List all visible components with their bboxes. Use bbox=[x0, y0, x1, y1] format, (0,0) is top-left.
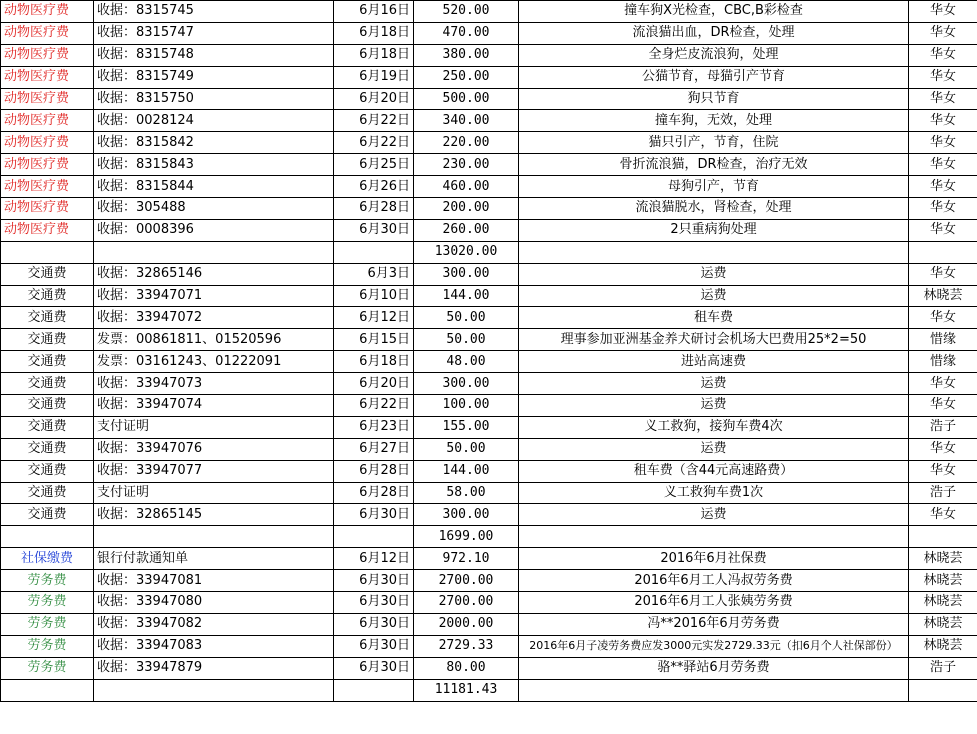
subtotal-row bbox=[1, 679, 977, 701]
category-cell[interactable]: 交通费 bbox=[1, 438, 94, 460]
subtotal-amount-cell[interactable]: 1699.00 bbox=[414, 526, 519, 548]
table-row bbox=[1, 416, 977, 438]
category-cell[interactable]: 动物医疗费 bbox=[1, 110, 94, 132]
date-cell[interactable]: 6月28日 bbox=[334, 482, 414, 504]
document-cell[interactable]: 收据：33947082 bbox=[94, 613, 334, 635]
description-cell[interactable]: 义工救狗车费1次 bbox=[519, 482, 909, 504]
table-row bbox=[1, 154, 977, 176]
category-cell[interactable]: 交通费 bbox=[1, 351, 94, 373]
person-cell[interactable]: 华女 bbox=[909, 395, 977, 417]
date-cell[interactable] bbox=[334, 526, 414, 548]
table-row bbox=[1, 110, 977, 132]
table-row bbox=[1, 460, 977, 482]
person-cell[interactable]: 浩子 bbox=[909, 416, 977, 438]
table-row bbox=[1, 132, 977, 154]
table-row bbox=[1, 482, 977, 504]
person-cell[interactable]: 惜缘 bbox=[909, 329, 977, 351]
table-row bbox=[1, 263, 977, 285]
document-cell[interactable]: 收据：8315843 bbox=[94, 154, 334, 176]
person-cell[interactable] bbox=[909, 241, 977, 263]
date-cell[interactable]: 6月18日 bbox=[334, 22, 414, 44]
amount-cell[interactable]: 460.00 bbox=[414, 176, 519, 198]
subtotal-row bbox=[1, 526, 977, 548]
category-cell[interactable]: 社保缴费 bbox=[1, 548, 94, 570]
amount-cell[interactable]: 380.00 bbox=[414, 44, 519, 66]
document-cell[interactable]: 收据：33947071 bbox=[94, 285, 334, 307]
amount-cell[interactable]: 220.00 bbox=[414, 132, 519, 154]
amount-cell[interactable]: 2700.00 bbox=[414, 570, 519, 592]
table-row bbox=[1, 635, 977, 657]
table-row bbox=[1, 22, 977, 44]
person-cell[interactable]: 林晓芸 bbox=[909, 592, 977, 614]
document-cell[interactable]: 收据：32865146 bbox=[94, 263, 334, 285]
table-row bbox=[1, 329, 977, 351]
category-cell[interactable]: 动物医疗费 bbox=[1, 88, 94, 110]
description-cell[interactable]: 2只重病狗处理 bbox=[519, 219, 909, 241]
document-cell[interactable] bbox=[94, 241, 334, 263]
date-cell[interactable]: 6月19日 bbox=[334, 66, 414, 88]
person-cell[interactable]: 华女 bbox=[909, 176, 977, 198]
date-cell[interactable]: 6月20日 bbox=[334, 373, 414, 395]
amount-cell[interactable]: 155.00 bbox=[414, 416, 519, 438]
table-row bbox=[1, 66, 977, 88]
date-cell[interactable]: 6月3日 bbox=[334, 263, 414, 285]
amount-cell[interactable]: 300.00 bbox=[414, 373, 519, 395]
date-cell[interactable]: 6月15日 bbox=[334, 329, 414, 351]
amount-cell[interactable]: 144.00 bbox=[414, 460, 519, 482]
document-cell[interactable]: 发票：03161243、01222091 bbox=[94, 351, 334, 373]
document-cell[interactable]: 收据：8315748 bbox=[94, 44, 334, 66]
amount-cell[interactable]: 144.00 bbox=[414, 285, 519, 307]
description-cell[interactable]: 租车费 bbox=[519, 307, 909, 329]
description-cell[interactable] bbox=[519, 526, 909, 548]
description-cell[interactable]: 进站高速费 bbox=[519, 351, 909, 373]
document-cell[interactable]: 收据：8315844 bbox=[94, 176, 334, 198]
category-cell[interactable]: 交通费 bbox=[1, 482, 94, 504]
person-cell[interactable]: 华女 bbox=[909, 460, 977, 482]
description-cell[interactable]: 撞车狗，无效，处理 bbox=[519, 110, 909, 132]
amount-cell[interactable]: 200.00 bbox=[414, 198, 519, 220]
category-cell[interactable]: 交通费 bbox=[1, 329, 94, 351]
date-cell[interactable]: 6月30日 bbox=[334, 635, 414, 657]
subtotal-row bbox=[1, 241, 977, 263]
subtotal-amount-cell[interactable]: 11181.43 bbox=[414, 679, 519, 701]
category-cell[interactable]: 交通费 bbox=[1, 307, 94, 329]
amount-cell[interactable]: 2700.00 bbox=[414, 592, 519, 614]
person-cell[interactable]: 华女 bbox=[909, 110, 977, 132]
table-row bbox=[1, 373, 977, 395]
date-cell[interactable]: 6月30日 bbox=[334, 592, 414, 614]
table-row bbox=[1, 44, 977, 66]
description-cell[interactable]: 2016年6月工人张姨劳务费 bbox=[519, 592, 909, 614]
document-cell[interactable]: 收据：33947077 bbox=[94, 460, 334, 482]
document-cell[interactable]: 支付证明 bbox=[94, 416, 334, 438]
amount-cell[interactable]: 300.00 bbox=[414, 504, 519, 526]
table-row bbox=[1, 219, 977, 241]
person-cell[interactable]: 林晓芸 bbox=[909, 570, 977, 592]
date-cell[interactable]: 6月20日 bbox=[334, 88, 414, 110]
document-cell[interactable]: 收据：32865145 bbox=[94, 504, 334, 526]
document-cell[interactable]: 收据：33947879 bbox=[94, 657, 334, 679]
document-cell[interactable]: 发票：00861811、01520596 bbox=[94, 329, 334, 351]
table-row bbox=[1, 570, 977, 592]
description-cell[interactable]: 母狗引产，节育 bbox=[519, 176, 909, 198]
description-cell[interactable]: 2016年6月社保费 bbox=[519, 548, 909, 570]
amount-cell[interactable]: 2000.00 bbox=[414, 613, 519, 635]
category-cell[interactable]: 劳务费 bbox=[1, 613, 94, 635]
description-cell[interactable]: 运费 bbox=[519, 438, 909, 460]
description-cell[interactable]: 猫只引产，节育，住院 bbox=[519, 132, 909, 154]
table-row bbox=[1, 548, 977, 570]
table-row bbox=[1, 438, 977, 460]
table-row bbox=[1, 88, 977, 110]
category-cell[interactable]: 劳务费 bbox=[1, 657, 94, 679]
person-cell[interactable] bbox=[909, 526, 977, 548]
date-cell[interactable] bbox=[334, 679, 414, 701]
category-cell[interactable]: 交通费 bbox=[1, 285, 94, 307]
description-cell[interactable]: 狗只节育 bbox=[519, 88, 909, 110]
table-row bbox=[1, 504, 977, 526]
person-cell[interactable]: 林晓芸 bbox=[909, 548, 977, 570]
amount-cell[interactable]: 58.00 bbox=[414, 482, 519, 504]
person-cell[interactable]: 华女 bbox=[909, 373, 977, 395]
date-cell[interactable]: 6月28日 bbox=[334, 460, 414, 482]
category-cell[interactable]: 动物医疗费 bbox=[1, 44, 94, 66]
document-cell[interactable]: 收据：305488 bbox=[94, 198, 334, 220]
category-cell[interactable]: 动物医疗费 bbox=[1, 22, 94, 44]
table-row bbox=[1, 1, 977, 23]
document-cell[interactable]: 收据：8315745 bbox=[94, 1, 334, 23]
category-cell[interactable]: 动物医疗费 bbox=[1, 219, 94, 241]
description-cell[interactable]: 2016年6月子凌劳务费应发3000元实发2729.33元（扣6月个人社保部份） bbox=[519, 635, 909, 657]
person-cell[interactable]: 华女 bbox=[909, 219, 977, 241]
amount-cell[interactable]: 300.00 bbox=[414, 263, 519, 285]
description-cell[interactable]: 运费 bbox=[519, 263, 909, 285]
amount-cell[interactable]: 50.00 bbox=[414, 329, 519, 351]
document-cell[interactable]: 收据：8315747 bbox=[94, 22, 334, 44]
amount-cell[interactable]: 340.00 bbox=[414, 110, 519, 132]
amount-cell[interactable]: 972.10 bbox=[414, 548, 519, 570]
person-cell[interactable]: 华女 bbox=[909, 504, 977, 526]
table-row bbox=[1, 395, 977, 417]
description-cell[interactable] bbox=[519, 241, 909, 263]
category-cell[interactable] bbox=[1, 526, 94, 548]
person-cell[interactable]: 华女 bbox=[909, 66, 977, 88]
person-cell[interactable]: 华女 bbox=[909, 1, 977, 23]
description-cell[interactable]: 运费 bbox=[519, 285, 909, 307]
document-cell[interactable]: 收据：0028124 bbox=[94, 110, 334, 132]
category-cell[interactable] bbox=[1, 241, 94, 263]
date-cell[interactable]: 6月22日 bbox=[334, 110, 414, 132]
person-cell[interactable]: 浩子 bbox=[909, 482, 977, 504]
category-cell[interactable]: 劳务费 bbox=[1, 592, 94, 614]
category-cell[interactable]: 动物医疗费 bbox=[1, 176, 94, 198]
person-cell[interactable]: 华女 bbox=[909, 154, 977, 176]
person-cell[interactable]: 华女 bbox=[909, 44, 977, 66]
amount-cell[interactable]: 50.00 bbox=[414, 438, 519, 460]
description-cell[interactable]: 骨折流浪猫，DR检查，治疗无效 bbox=[519, 154, 909, 176]
category-cell[interactable]: 劳务费 bbox=[1, 570, 94, 592]
date-cell[interactable]: 6月27日 bbox=[334, 438, 414, 460]
person-cell[interactable]: 浩子 bbox=[909, 657, 977, 679]
category-cell[interactable]: 劳务费 bbox=[1, 635, 94, 657]
date-cell[interactable]: 6月30日 bbox=[334, 570, 414, 592]
date-cell[interactable]: 6月22日 bbox=[334, 395, 414, 417]
category-cell[interactable]: 动物医疗费 bbox=[1, 154, 94, 176]
document-cell[interactable]: 收据：8315749 bbox=[94, 66, 334, 88]
description-cell[interactable]: 公猫节育，母猫引产节育 bbox=[519, 66, 909, 88]
description-cell[interactable]: 义工救狗，接狗车费4次 bbox=[519, 416, 909, 438]
description-cell[interactable]: 骆**驿站6月劳务费 bbox=[519, 657, 909, 679]
description-cell[interactable]: 理事参加亚洲基金养犬研讨会机场大巴费用25*2=50 bbox=[519, 329, 909, 351]
person-cell[interactable]: 华女 bbox=[909, 307, 977, 329]
amount-cell[interactable]: 520.00 bbox=[414, 1, 519, 23]
document-cell[interactable]: 收据：33947083 bbox=[94, 635, 334, 657]
description-cell[interactable]: 运费 bbox=[519, 373, 909, 395]
person-cell[interactable]: 林晓芸 bbox=[909, 613, 977, 635]
person-cell[interactable]: 林晓芸 bbox=[909, 635, 977, 657]
person-cell[interactable]: 华女 bbox=[909, 263, 977, 285]
document-cell[interactable]: 收据：8315750 bbox=[94, 88, 334, 110]
description-cell[interactable]: 流浪猫出血，DR检查，处理 bbox=[519, 22, 909, 44]
date-cell[interactable]: 6月26日 bbox=[334, 176, 414, 198]
amount-cell[interactable]: 250.00 bbox=[414, 66, 519, 88]
amount-cell[interactable]: 50.00 bbox=[414, 307, 519, 329]
date-cell[interactable]: 6月30日 bbox=[334, 613, 414, 635]
description-cell[interactable]: 2016年6月工人冯叔劳务费 bbox=[519, 570, 909, 592]
category-cell[interactable]: 交通费 bbox=[1, 263, 94, 285]
table-row bbox=[1, 198, 977, 220]
date-cell[interactable]: 6月25日 bbox=[334, 154, 414, 176]
document-cell[interactable]: 收据：33947080 bbox=[94, 592, 334, 614]
amount-cell[interactable]: 80.00 bbox=[414, 657, 519, 679]
person-cell[interactable] bbox=[909, 679, 977, 701]
date-cell[interactable]: 6月30日 bbox=[334, 504, 414, 526]
description-cell[interactable]: 租车费（含44元高速路费） bbox=[519, 460, 909, 482]
category-cell[interactable]: 交通费 bbox=[1, 504, 94, 526]
amount-cell[interactable]: 2729.33 bbox=[414, 635, 519, 657]
description-cell[interactable]: 全身烂皮流浪狗，处理 bbox=[519, 44, 909, 66]
date-cell[interactable] bbox=[334, 241, 414, 263]
document-cell[interactable] bbox=[94, 526, 334, 548]
date-cell[interactable]: 6月30日 bbox=[334, 219, 414, 241]
category-cell[interactable]: 交通费 bbox=[1, 395, 94, 417]
description-cell[interactable]: 流浪猫脱水，肾检查，处理 bbox=[519, 198, 909, 220]
category-cell[interactable]: 交通费 bbox=[1, 373, 94, 395]
person-cell[interactable]: 华女 bbox=[909, 132, 977, 154]
document-cell[interactable]: 银行付款通知单 bbox=[94, 548, 334, 570]
document-cell[interactable]: 收据：8315842 bbox=[94, 132, 334, 154]
category-cell[interactable]: 动物医疗费 bbox=[1, 66, 94, 88]
table-row bbox=[1, 176, 977, 198]
subtotal-amount-cell[interactable]: 13020.00 bbox=[414, 241, 519, 263]
description-cell[interactable]: 冯**2016年6月劳务费 bbox=[519, 613, 909, 635]
table-row bbox=[1, 307, 977, 329]
date-cell[interactable]: 6月23日 bbox=[334, 416, 414, 438]
table-row bbox=[1, 285, 977, 307]
category-cell[interactable]: 动物医疗费 bbox=[1, 1, 94, 23]
date-cell[interactable]: 6月16日 bbox=[334, 1, 414, 23]
description-cell[interactable] bbox=[519, 679, 909, 701]
person-cell[interactable]: 华女 bbox=[909, 198, 977, 220]
table-row bbox=[1, 592, 977, 614]
category-cell[interactable]: 交通费 bbox=[1, 416, 94, 438]
person-cell[interactable]: 华女 bbox=[909, 22, 977, 44]
person-cell[interactable]: 华女 bbox=[909, 88, 977, 110]
date-cell[interactable]: 6月22日 bbox=[334, 132, 414, 154]
date-cell[interactable]: 6月10日 bbox=[334, 285, 414, 307]
person-cell[interactable]: 华女 bbox=[909, 438, 977, 460]
date-cell[interactable]: 6月30日 bbox=[334, 657, 414, 679]
category-cell[interactable] bbox=[1, 679, 94, 701]
date-cell[interactable]: 6月18日 bbox=[334, 44, 414, 66]
document-cell[interactable]: 支付证明 bbox=[94, 482, 334, 504]
category-cell[interactable]: 动物医疗费 bbox=[1, 132, 94, 154]
date-cell[interactable]: 6月28日 bbox=[334, 198, 414, 220]
document-cell[interactable] bbox=[94, 679, 334, 701]
date-cell[interactable]: 6月12日 bbox=[334, 307, 414, 329]
date-cell[interactable]: 6月18日 bbox=[334, 351, 414, 373]
amount-cell[interactable]: 100.00 bbox=[414, 395, 519, 417]
amount-cell[interactable]: 230.00 bbox=[414, 154, 519, 176]
amount-cell[interactable]: 48.00 bbox=[414, 351, 519, 373]
expense-table-body bbox=[1, 1, 977, 702]
amount-cell[interactable]: 500.00 bbox=[414, 88, 519, 110]
document-cell[interactable]: 收据：33947076 bbox=[94, 438, 334, 460]
amount-cell[interactable]: 470.00 bbox=[414, 22, 519, 44]
document-cell[interactable]: 收据：0008396 bbox=[94, 219, 334, 241]
description-cell[interactable]: 运费 bbox=[519, 395, 909, 417]
table-row bbox=[1, 613, 977, 635]
document-cell[interactable]: 收据：33947081 bbox=[94, 570, 334, 592]
table-row bbox=[1, 351, 977, 373]
table-row bbox=[1, 657, 977, 679]
description-cell[interactable]: 运费 bbox=[519, 504, 909, 526]
category-cell[interactable]: 动物医疗费 bbox=[1, 198, 94, 220]
amount-cell[interactable]: 260.00 bbox=[414, 219, 519, 241]
person-cell[interactable]: 惜缘 bbox=[909, 351, 977, 373]
document-cell[interactable]: 收据：33947072 bbox=[94, 307, 334, 329]
date-cell[interactable]: 6月12日 bbox=[334, 548, 414, 570]
document-cell[interactable]: 收据：33947073 bbox=[94, 373, 334, 395]
document-cell[interactable]: 收据：33947074 bbox=[94, 395, 334, 417]
category-cell[interactable]: 交通费 bbox=[1, 460, 94, 482]
description-cell[interactable]: 撞车狗X光检查，CBC,B彩检查 bbox=[519, 1, 909, 23]
person-cell[interactable]: 林晓芸 bbox=[909, 285, 977, 307]
